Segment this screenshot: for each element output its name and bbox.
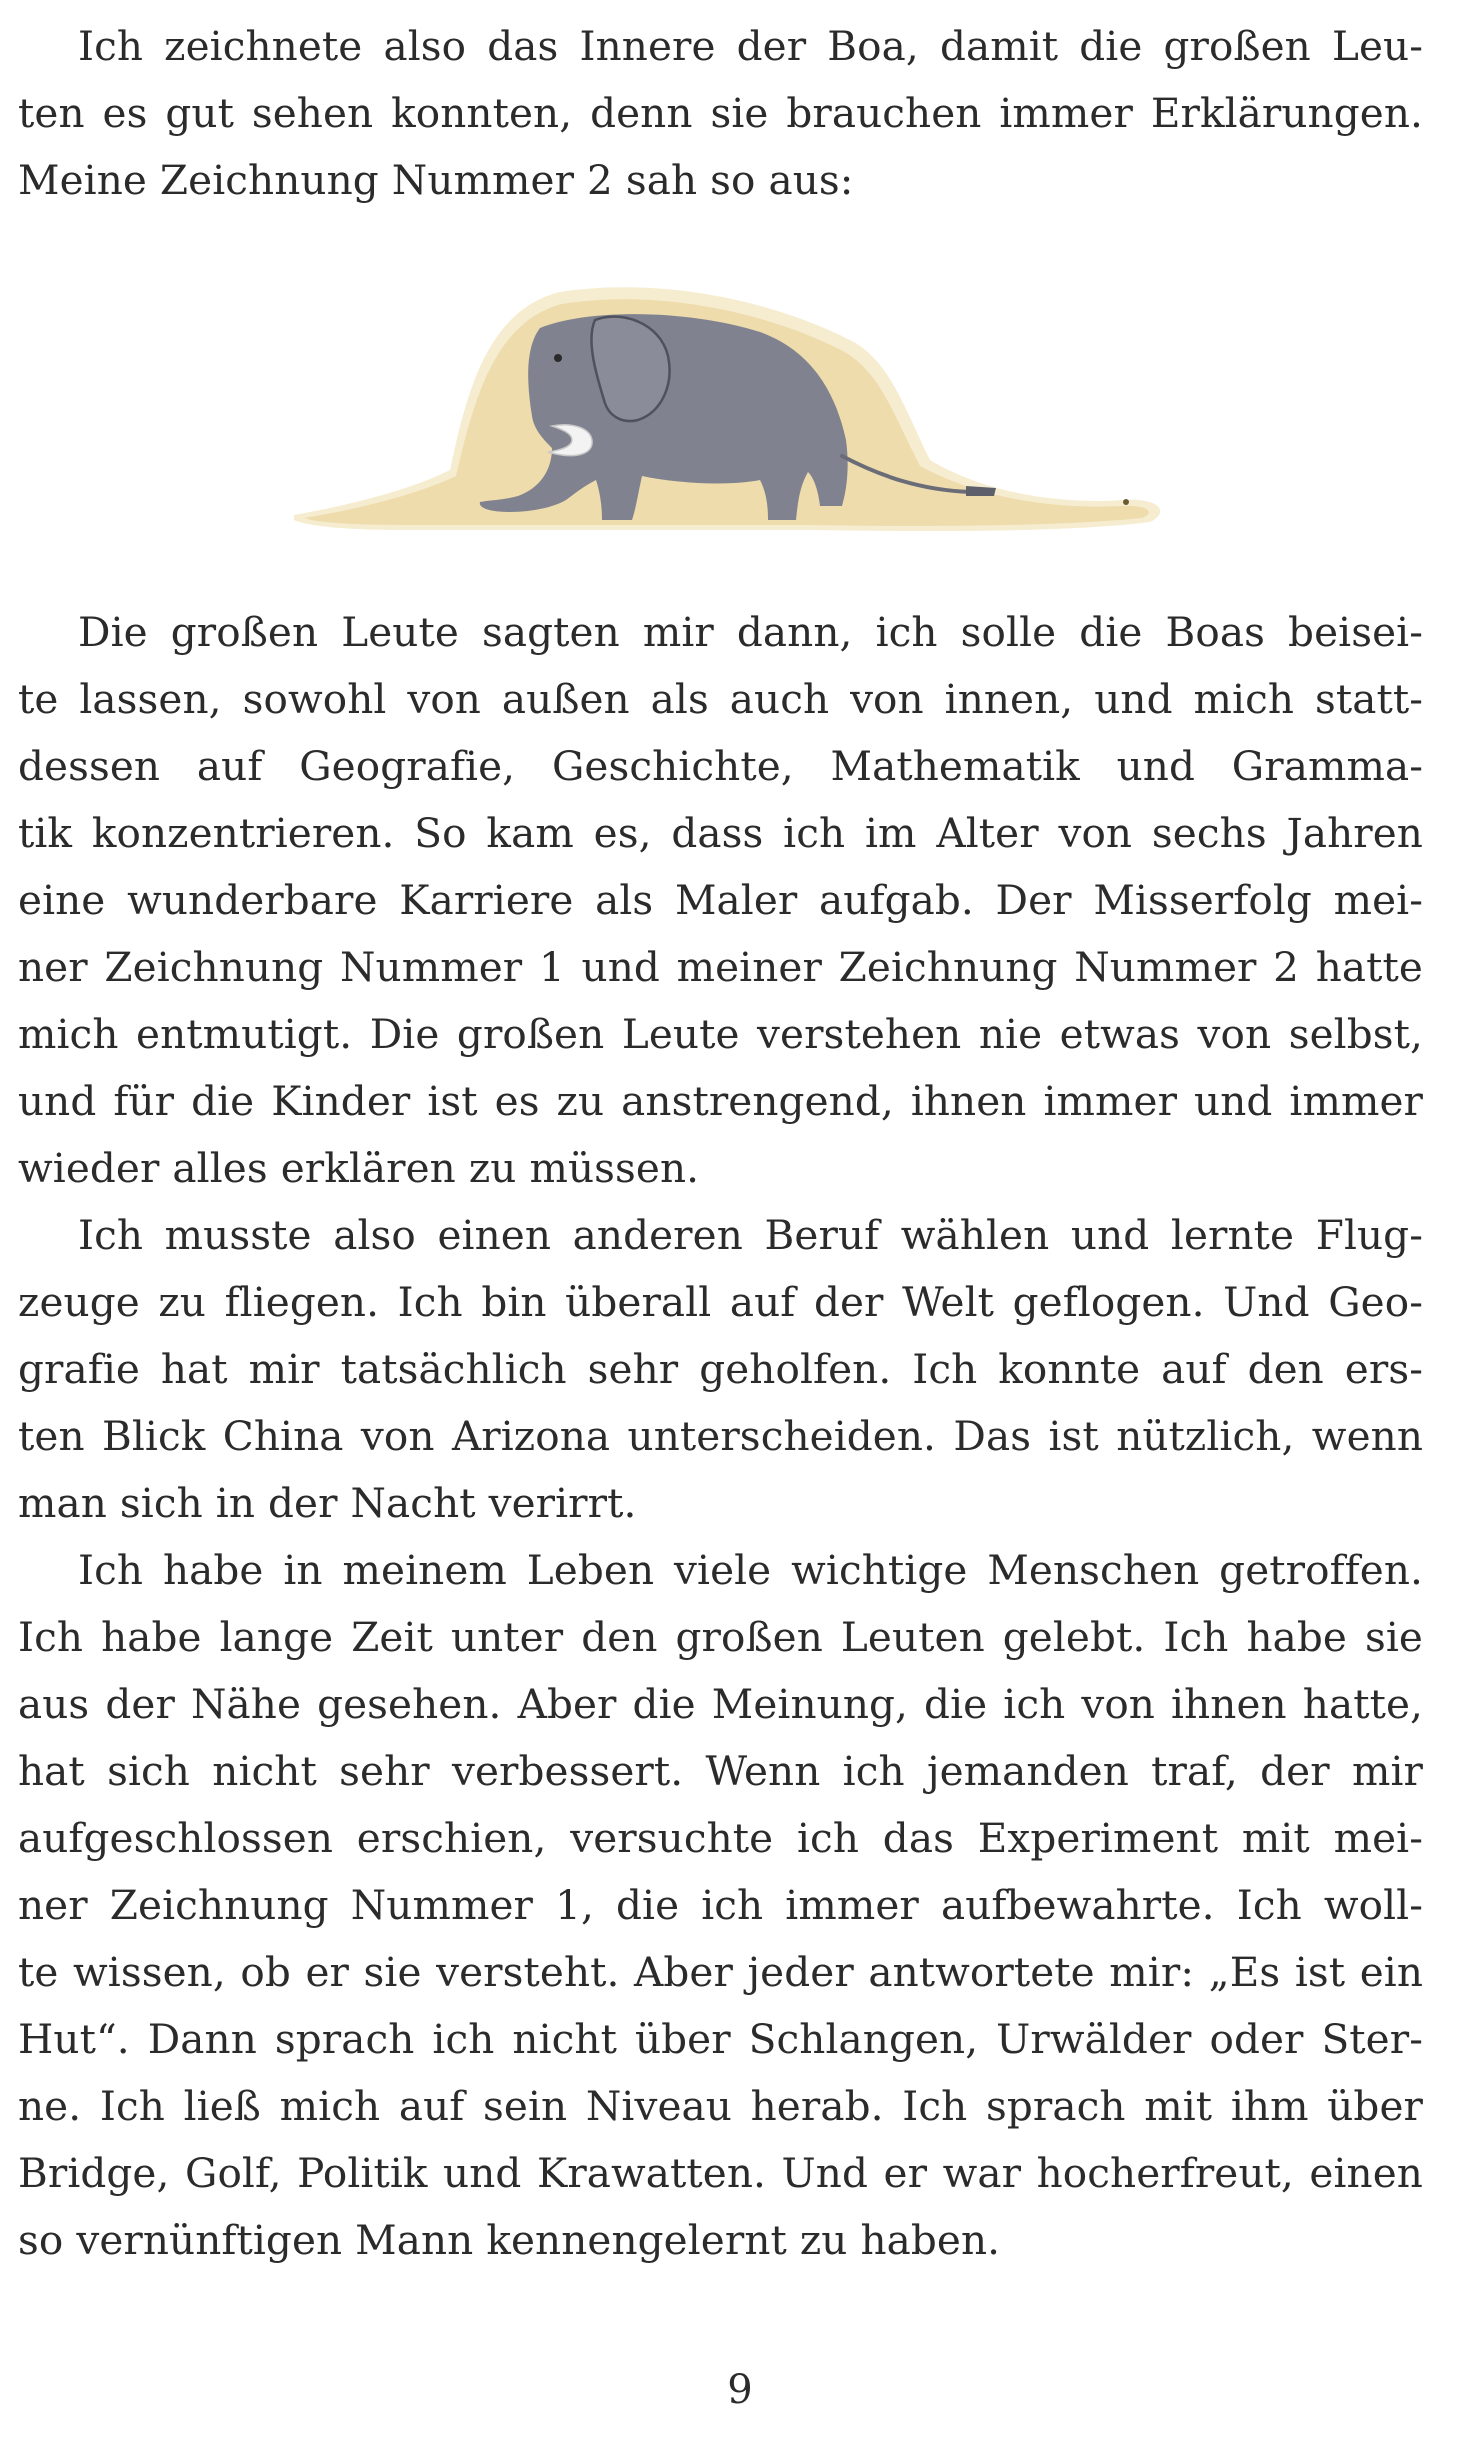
text-line: te wissen, ob er sie versteht. Aber jeder antwortete mir: „Es ist ein [18,1948,1423,1996]
text-line: te lassen, sowohl von außen als auch von innen, und mich statt- [18,675,1423,723]
text-line: eine wunderbare Karriere als Maler aufgab. Der Misserfolg mei- [18,876,1423,924]
boa-elephant-illustration [290,280,1170,550]
text-line: wieder alles erklären zu müssen. [18,1144,700,1192]
text-line: grafie hat mir tatsächlich sehr geholfen. Ich konnte auf den ers- [18,1345,1423,1393]
text-line: so vernünftigen Mann kennengelernt zu haben. [18,2216,1001,2264]
text-line: Ich musste also einen anderen Beruf wählen und lernte Flug- [78,1211,1423,1259]
text-line: Ich zeichnete also das Innere der Boa, damit die großen Leu- [78,22,1423,70]
text-line: ner Zeichnung Nummer 1, die ich immer aufbewahrte. Ich woll- [18,1881,1423,1929]
elephant-eye [554,354,562,362]
text-line: ten Blick China von Arizona unterscheiden. Das ist nützlich, wenn [18,1412,1423,1460]
text-line: Ich habe lange Zeit unter den großen Leuten gelebt. Ich habe sie [18,1613,1423,1661]
text-line: und für die Kinder ist es zu anstrengend, ihnen immer und immer [18,1077,1423,1125]
text-line: man sich in der Nacht verirrt. [18,1479,637,1527]
text-line: aufgeschlossen erschien, versuchte ich das Experiment mit mei- [18,1814,1423,1862]
text-line: Bridge, Golf, Politik und Krawatten. Und er war hocherfreut, einen [18,2149,1423,2197]
text-line: ner Zeichnung Nummer 1 und meiner Zeichnung Nummer 2 hatte [18,943,1423,991]
text-line: ne. Ich ließ mich auf sein Niveau herab. Ich sprach mit ihm über [18,2082,1423,2130]
page-number: 9 [727,2367,753,2413]
text-line: Meine Zeichnung Nummer 2 sah so aus: [18,156,854,204]
text-line: ten es gut sehen konnten, denn sie brauchen immer Erklärungen. [18,89,1423,137]
text-line: dessen auf Geografie, Geschichte, Mathematik und Gramma- [18,742,1423,790]
text-line: hat sich nicht sehr verbessert. Wenn ich jemanden traf, der mir [18,1747,1423,1795]
text-line: Die großen Leute sagten mir dann, ich solle die Boas beisei- [78,608,1423,656]
text-line: aus der Nähe gesehen. Aber die Meinung, die ich von ihnen hatte, [18,1680,1423,1728]
text-line: zeuge zu fliegen. Ich bin überall auf der Welt geflogen. Und Geo- [18,1278,1423,1326]
text-line: tik konzentrieren. So kam es, dass ich im Alter von sechs Jahren [18,809,1423,857]
text-line: Ich habe in meinem Leben viele wichtige Menschen getroffen. [78,1546,1423,1594]
text-line: mich entmutigt. Die großen Leute verstehen nie etwas von selbst, [18,1010,1423,1058]
boa-eye [1123,499,1129,505]
text-line: Hut“. Dann sprach ich nicht über Schlangen, Urwälder oder Ster- [18,2015,1423,2063]
